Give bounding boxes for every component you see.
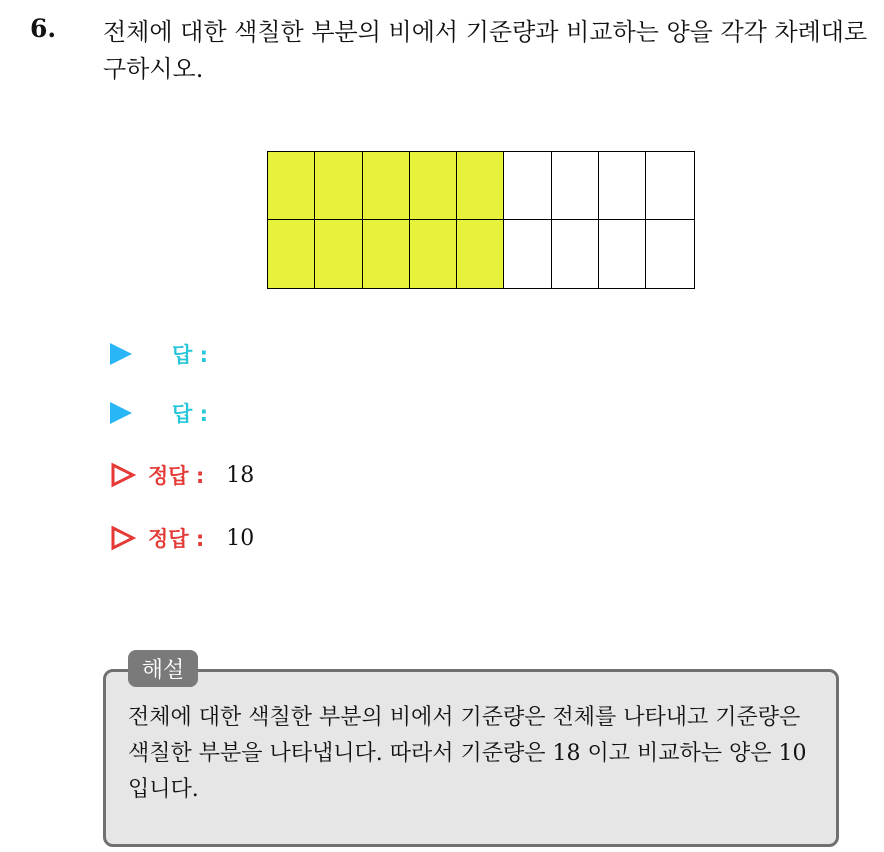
correct-value: 10 bbox=[226, 525, 255, 551]
empty-cell bbox=[646, 220, 693, 288]
play-arrow-icon bbox=[110, 402, 132, 424]
answer-label: 답 : bbox=[172, 402, 208, 426]
empty-cell bbox=[599, 220, 646, 288]
outline-arrow-icon bbox=[110, 525, 136, 551]
shaded-cell bbox=[268, 152, 315, 220]
shaded-cell bbox=[363, 220, 410, 288]
empty-cell bbox=[504, 152, 551, 220]
explanation-tag: 해설 bbox=[128, 650, 198, 687]
shaded-cell bbox=[363, 152, 410, 220]
correct-label: 정답 : bbox=[148, 527, 205, 551]
empty-cell bbox=[504, 220, 551, 288]
shaded-cell bbox=[268, 220, 315, 288]
correct-value: 18 bbox=[226, 462, 255, 488]
correct-row-2 bbox=[110, 523, 254, 553]
answer-label: 답 : bbox=[172, 343, 208, 367]
shaded-cell bbox=[457, 220, 504, 288]
correct-row-1 bbox=[110, 460, 254, 490]
shaded-cell bbox=[315, 220, 362, 288]
shaded-cell bbox=[457, 152, 504, 220]
shaded-cell bbox=[410, 220, 457, 288]
question-number: 6. bbox=[30, 14, 57, 43]
empty-cell bbox=[552, 152, 599, 220]
empty-cell bbox=[599, 152, 646, 220]
play-arrow-icon bbox=[110, 343, 132, 365]
answer-row-2 bbox=[110, 398, 230, 428]
empty-cell bbox=[646, 152, 693, 220]
shaded-cell bbox=[315, 152, 362, 220]
answer-row-1 bbox=[110, 339, 230, 369]
correct-label: 정답 : bbox=[148, 464, 205, 488]
outline-arrow-icon bbox=[110, 462, 136, 488]
question-text: 전체에 대한 색칠한 부분의 비에서 기준량과 비교하는 양을 각각 차례대로 구하시오. bbox=[103, 18, 868, 83]
shaded-cell bbox=[410, 152, 457, 220]
empty-cell bbox=[552, 220, 599, 288]
explanation-text: 전체에 대한 색칠한 부분의 비에서 기준량은 전체를 나타내고 기준량은 색칠한 부분을 나타냅니다. 따라서 기준량은 18 이고 비교하는 양은 10 입니다. bbox=[128, 705, 807, 802]
shaded-grid-figure bbox=[267, 151, 695, 289]
